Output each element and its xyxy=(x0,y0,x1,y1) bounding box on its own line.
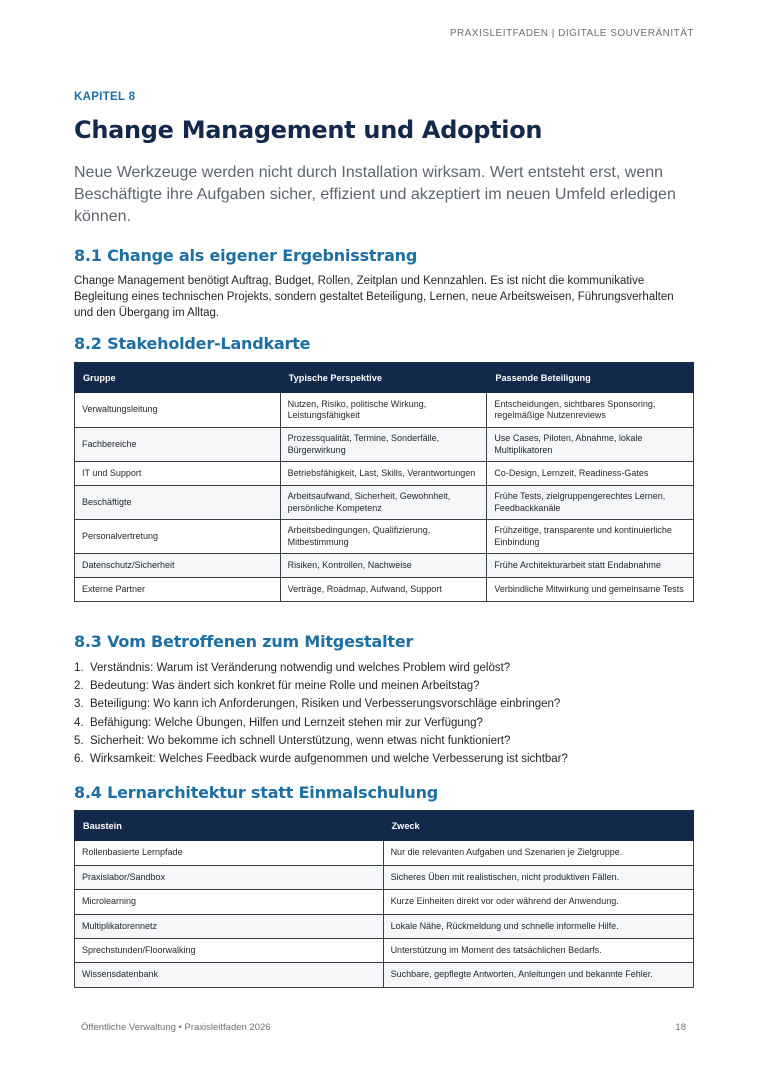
table-row xyxy=(75,915,694,939)
table-cell: Arbeitsaufwand, Sicherheit, Gewohnheit, persönliche Kompetenz xyxy=(280,486,487,520)
learning-architecture-table xyxy=(74,810,694,988)
page-title: Change Management und Adoption xyxy=(74,116,543,144)
table-cell: Externe Partner xyxy=(75,578,281,602)
table-cell: Verträge, Roadmap, Aufwand, Support xyxy=(280,578,487,602)
table-cell: Multiplikatorennetz xyxy=(75,915,384,939)
section-heading-8-4: 8.4 Lernarchitektur statt Einmalschulung xyxy=(74,783,439,802)
table-cell: Kurze Einheiten direkt vor oder während der Anwendung. xyxy=(383,890,693,915)
table-cell: Lokale Nähe, Rückmeldung und schnelle informelle Hilfe. xyxy=(383,915,693,939)
table-header-row xyxy=(75,363,694,393)
list-text: Bedeutung: Was ändert sich konkret für meine Rolle und meinen Arbeitstag? xyxy=(90,680,480,693)
table-cell: Suchbare, gepflegte Antworten, Anleitungen und bekannte Fehler. xyxy=(383,963,693,988)
section-heading-8-1: 8.1 Change als eigener Ergebnisstrang xyxy=(74,246,418,265)
table-row xyxy=(75,393,694,428)
numbered-list xyxy=(74,659,694,768)
list-number: 4. xyxy=(74,716,84,729)
list-item xyxy=(74,659,694,677)
table-header-row xyxy=(75,811,694,841)
table-cell: Entscheidungen, sichtbares Sponsoring, regelmäßige Nutzenreviews xyxy=(487,393,694,428)
list-number: 6. xyxy=(74,752,84,765)
table-cell: Praxislabor/Sandbox xyxy=(75,866,384,890)
page-number: 18 xyxy=(675,1022,686,1033)
list-number: 1. xyxy=(74,662,84,674)
table-row xyxy=(75,939,694,963)
table-cell: Nutzen, Risiko, politische Wirkung, Leistungsfähigkeit xyxy=(280,393,487,428)
list-text: Beteiligung: Wo kann ich Anforderungen, Risiken und Verbesserungsvorschläge einbringen? xyxy=(90,698,561,711)
list-text: Sicherheit: Wo bekomme ich schnell Unterstützung, wenn etwas nicht funktioniert? xyxy=(90,734,511,747)
list-number: 2. xyxy=(74,680,84,693)
table-cell: Beschäftigte xyxy=(75,486,281,520)
list-item xyxy=(74,695,694,713)
table-row xyxy=(75,462,694,486)
section-8-1-text: Change Management benötigt Auftrag, Budget, Rollen, Zeitplan und Kennzahlen. Es ist nicht die kommunikative Begleitung eines technischen Projekts, sondern gestaltet Beteiligung, Lernen, neue Arbeitsweisen, Führungsverhalten und den Übergang im Alltag. xyxy=(74,275,674,319)
table-cell: Betriebsfähigkeit, Last, Skills, Verantwortungen xyxy=(280,462,487,486)
list-item xyxy=(74,677,694,695)
list-text: Befähigung: Welche Übungen, Hilfen und Lernzeit stehen mir zur Verfügung? xyxy=(90,716,483,729)
table-cell: IT und Support xyxy=(75,462,281,486)
table-cell: Rollenbasierte Lernpfade xyxy=(75,841,384,866)
table-row xyxy=(75,486,694,520)
table-row xyxy=(75,428,694,462)
table-cell: Personalvertretung xyxy=(75,520,281,554)
table-row xyxy=(75,554,694,578)
table-row xyxy=(75,890,694,915)
column-header-perspektive: Typische Perspektive xyxy=(280,363,487,393)
table-row xyxy=(75,866,694,890)
list-number: 3. xyxy=(74,698,84,711)
table-row xyxy=(75,520,694,554)
list-item xyxy=(74,750,694,768)
table-cell: Microlearning xyxy=(75,890,384,915)
table-cell: Wissensdatenbank xyxy=(75,963,384,988)
chapter-kicker: KAPITEL 8 xyxy=(74,91,136,103)
column-header-beteiligung: Passende Beteiligung xyxy=(487,363,694,393)
table-cell: Verwaltungsleitung xyxy=(75,393,281,428)
table-cell: Co-Design, Lernzeit, Readiness-Gates xyxy=(487,462,694,486)
running-header: PRAXISLEITFADEN | DIGITALE SOUVERÄNITÄT xyxy=(449,28,694,39)
section-heading-8-2: 8.2 Stakeholder-Landkarte xyxy=(74,334,311,353)
table-cell: Verbindliche Mitwirkung und gemeinsame Tests xyxy=(487,578,694,602)
column-header-zweck: Zweck xyxy=(383,811,693,841)
footer-text: Öffentliche Verwaltung • Praxisleitfaden 2026 xyxy=(81,1022,271,1033)
table-cell: Nur die relevanten Aufgaben und Szenarien je Zielgruppe. xyxy=(383,841,693,866)
lead-paragraph: Neue Werkzeuge werden nicht durch Installation wirksam. Wert entsteht erst, wenn Beschäftigte ihre Aufgaben sicher, effizient und akzeptiert im neuen Umfeld erledigen können. xyxy=(74,164,676,225)
table-cell: Use Cases, Piloten, Abnahme, lokale Multiplikatoren xyxy=(487,428,694,462)
table-cell: Prozessqualität, Termine, Sonderfälle, Bürgerwirkung xyxy=(280,428,487,462)
column-header-gruppe: Gruppe xyxy=(75,363,281,393)
stakeholder-table xyxy=(74,362,694,602)
table-cell: Fachbereiche xyxy=(75,428,281,462)
list-text: Wirksamkeit: Welches Feedback wurde aufgenommen und welche Verbesserung ist sichtbar? xyxy=(90,752,568,765)
table-cell: Risiken, Kontrollen, Nachweise xyxy=(280,554,487,578)
list-number: 5. xyxy=(74,734,84,747)
section-heading-8-3: 8.3 Vom Betroffenen zum Mitgestalter xyxy=(74,632,414,651)
table-cell: Datenschutz/Sicherheit xyxy=(75,554,281,578)
table-cell: Frühe Architekturarbeit statt Endabnahme xyxy=(487,554,694,578)
table-row xyxy=(75,578,694,602)
table-row xyxy=(75,963,694,988)
list-item xyxy=(74,714,694,732)
table-cell: Sicheres Üben mit realistischen, nicht produktiven Fällen. xyxy=(383,866,693,890)
table-cell: Frühzeitige, transparente und kontinuierliche Einbindung xyxy=(487,520,694,554)
table-cell: Sprechstunden/Floorwalking xyxy=(75,939,384,963)
column-header-baustein: Baustein xyxy=(75,811,384,841)
list-item xyxy=(74,732,694,750)
table-cell: Arbeitsbedingungen, Qualifizierung, Mitbestimmung xyxy=(280,520,487,554)
table-row xyxy=(75,841,694,866)
table-cell: Unterstützung im Moment des tatsächlichen Bedarfs. xyxy=(383,939,693,963)
table-cell: Frühe Tests, zielgruppengerechtes Lernen, Feedbackkanäle xyxy=(487,486,694,520)
list-text: Verständnis: Warum ist Veränderung notwendig und welches Problem wird gelöst? xyxy=(90,662,511,674)
